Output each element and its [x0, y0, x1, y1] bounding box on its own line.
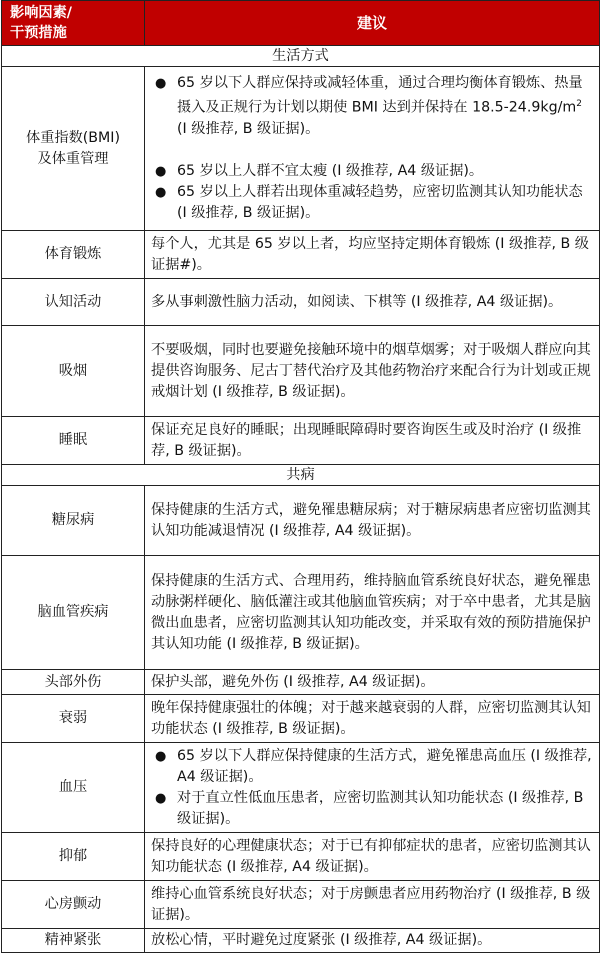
- bullet-item: ● 65 岁以下人群应保持健康的生活方式，避免罹患高血压 (I 级推荐, A4 级证据)。: [151, 746, 595, 788]
- recommendation-cell: 保持良好的心理健康状态；对于已有抑郁症状的患者，应密切监测其认知功能状态 (I 级推荐, A4 级证据)。: [145, 833, 600, 881]
- table-row-smoking: [2, 326, 600, 417]
- bullet-list: [151, 746, 595, 830]
- header-factor-line2: 干预措施: [10, 25, 67, 41]
- section-title: 生活方式: [2, 46, 600, 67]
- recommendation-cell: 维持心血管系统良好状态；对于房颤患者应用药物治疗 (I 级推荐, B 级证据)。: [145, 881, 600, 929]
- recommendation-cell: 多从事刺激性脑力活动，如阅读、下棋等 (I 级推荐, A4 级证据)。: [145, 279, 600, 326]
- section-title: 共病: [2, 465, 600, 486]
- section-row-comorbidity: [2, 465, 600, 486]
- table-row-sleep: [2, 417, 600, 465]
- bmi-bullet1-text: 65 岁以下人群应保持或减轻体重，通过合理均衡体育锻炼、热量摄入及正规行为计划以期使 BMI 达到并保持在 18.5-24.9kg/m: [177, 75, 583, 116]
- factor-bmi-line2: 及体重管理: [37, 150, 109, 167]
- table-row-cerebrovascular: [2, 556, 600, 670]
- factor-cell: 血压: [2, 743, 145, 833]
- table-row-atrial-fibrillation: [2, 881, 600, 929]
- recommendation-cell: 保持健康的生活方式，避免罹患糖尿病；对于糖尿病患者应密切监测其认知功能减退情况 (I 级推荐, A4 级证据)。: [145, 486, 600, 556]
- bullet-item: ● 65 岁以上人群若出现体重减轻趋势，应密切监测其认知功能状态 (I 级推荐, B 级证据)。: [151, 182, 595, 224]
- bullet-list: [151, 73, 595, 224]
- factor-cell: [2, 67, 145, 231]
- table-row-frailty: [2, 695, 600, 743]
- header-factor: [2, 1, 145, 46]
- header-recommendation: 建议: [145, 1, 600, 46]
- section-row-lifestyle: [2, 46, 600, 67]
- recommendation-cell: 每个人，尤其是 65 岁以上者，均应坚持定期体育锻炼 (I 级推荐, B 级证据#)。: [145, 231, 600, 279]
- recommendation-cell: 不要吸烟，同时也要避免接触环境中的烟草烟雾；对于吸烟人群应向其提供咨询服务、尼古丁替代治疗及其他药物治疗来配合行为计划或正规戒烟计划 (I 级推荐, B 级证据)。: [145, 326, 600, 417]
- factor-bmi-line1: 体重指数(BMI): [26, 129, 120, 146]
- factor-cell: 脑血管疾病: [2, 556, 145, 670]
- table-row-head-injury: [2, 670, 600, 695]
- recommendation-cell: 保持健康的生活方式、合理用药，维持脑血管系统良好状态，避免罹患动脉粥样硬化、脑低灌注或其他脑血管疾病；对于卒中患者，尤其是脑微出血患者，应密切监测其认知功能改变，并采取有效的预防措施保护其认知功能 (I 级推荐, B 级证据)。: [145, 556, 600, 670]
- recommendation-table: [1, 0, 600, 953]
- table-row-diabetes: [2, 486, 600, 556]
- factor-cell: 体育锻炼: [2, 231, 145, 279]
- recommendation-cell: [145, 743, 600, 833]
- factor-cell: 睡眠: [2, 417, 145, 465]
- bullet-item: [151, 73, 595, 140]
- bullet-item: ● 65 岁以上人群不宜太瘦 (I 级推荐, A4 级证据)。: [151, 161, 595, 182]
- recommendation-cell: [145, 67, 600, 231]
- table-row-cognitive: [2, 279, 600, 326]
- factor-cell: 心房颤动: [2, 881, 145, 929]
- recommendation-cell: 保证充足良好的睡眠；出现睡眠障碍时要咨询医生或及时治疗 (I 级推荐, B 级证据)。: [145, 417, 600, 465]
- recommendation-cell: 放松心情，平时避免过度紧张 (I 级推荐, A4 级证据)。: [145, 929, 600, 953]
- recommendation-cell: 晚年保持健康强壮的体魄；对于越来越衰弱的人群，应密切监测其认知功能状态 (I 级推荐, B 级证据)。: [145, 695, 600, 743]
- factor-cell: 抑郁: [2, 833, 145, 881]
- bmi-superscript: 2: [576, 99, 582, 110]
- factor-cell: 吸烟: [2, 326, 145, 417]
- factor-cell: 精神紧张: [2, 929, 145, 953]
- table-header: [2, 1, 600, 46]
- factor-cell: 衰弱: [2, 695, 145, 743]
- table-row-bmi: [2, 67, 600, 231]
- factor-cell: 糖尿病: [2, 486, 145, 556]
- header-factor-line1: 影响因素/: [10, 5, 72, 21]
- recommendation-cell: 保护头部，避免外伤 (I 级推荐, A4 级证据)。: [145, 670, 600, 695]
- table-row-blood-pressure: [2, 743, 600, 833]
- factor-cell: 认知活动: [2, 279, 145, 326]
- table-row-depression: [2, 833, 600, 881]
- table-row-stress: [2, 929, 600, 953]
- bullet-item: ● 对于直立性低血压患者，应密切监测其认知功能状态 (I 级推荐, B 级证据)。: [151, 788, 595, 830]
- factor-cell: 头部外伤: [2, 670, 145, 695]
- table-row-exercise: [2, 231, 600, 279]
- bmi-bullet1-evidence: (I 级推荐, B 级证据)。: [177, 120, 320, 137]
